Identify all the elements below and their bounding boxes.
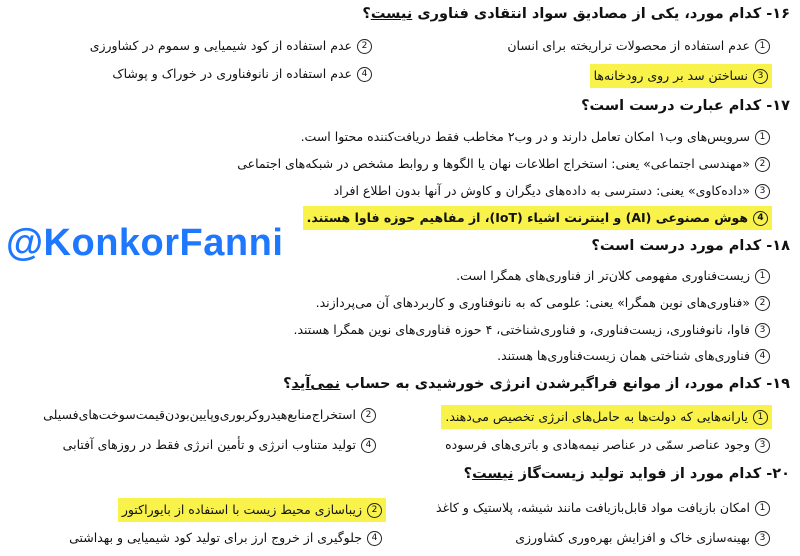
question-18 [591, 238, 790, 254]
option-text: یارانه‌هایی که دولت‌ها به حامل‌های انرژی تخصیص می‌دهند. [445, 409, 748, 424]
highlighted-answer [441, 405, 772, 429]
option-text: عدم استفاده از نانوفناوری در خوراک و پوشاک [112, 66, 352, 81]
option-17-4 [303, 206, 772, 230]
option-18-1 [456, 266, 770, 286]
question-text: کدام مورد، از موانع فراگیرشدن انرژی خورشیدی به حساب [345, 376, 762, 392]
option-marker: 4 [755, 349, 770, 364]
option-20-1 [436, 498, 770, 518]
option-18-2 [316, 293, 770, 313]
option-16-3 [590, 64, 772, 88]
option-marker: 1 [755, 130, 770, 145]
option-marker: 2 [755, 157, 770, 172]
option-20-3 [515, 528, 770, 548]
option-19-3 [445, 435, 770, 455]
option-text: امکان بازیافت مواد قابل‌بازیافت مانند شیشه، پلاستیک و کاغذ [436, 500, 750, 515]
option-marker: 4 [357, 67, 372, 82]
option-18-3 [293, 320, 770, 340]
question-19 [283, 376, 790, 392]
option-text: «داده‌کاوی» یعنی: دسترسی به داده‌های دیگران و کاوش در آنها بدون اطلاع افراد [333, 183, 750, 198]
option-17-2 [237, 154, 770, 174]
option-marker: 1 [755, 269, 770, 284]
option-16-2 [90, 36, 372, 56]
option-text: هوش مصنوعی (AI) و اینترنت اشیاء (IoT)، از مفاهیم حوزه فاوا هستند. [306, 210, 748, 225]
option-marker: 2 [357, 39, 372, 54]
channel-watermark: @KonkorFanni [6, 222, 284, 264]
question-17 [581, 98, 790, 114]
option-marker: 1 [753, 410, 768, 425]
option-text: سرویس‌های وب۱ امکان تعامل دارند و در وب۲ مخاطب فقط دریافت‌کننده محتوا است. [300, 129, 750, 144]
question-text: کدام مورد، یکی از مصادیق سواد انتقادی فناوری [417, 6, 762, 22]
option-text: بهینه‌سازی خاک و افزایش بهره‌وری کشاورزی [515, 530, 750, 545]
option-marker: 2 [361, 408, 376, 423]
option-marker: 4 [367, 531, 382, 546]
option-marker: 3 [755, 323, 770, 338]
option-text: «فناوری‌های نوین همگرا» یعنی: علومی که به نانوفناوری و کاربردهای آن می‌پردازند. [315, 295, 750, 310]
question-underlined: نیست [472, 466, 514, 482]
option-17-1 [301, 127, 770, 147]
option-20-2 [118, 498, 386, 522]
option-text: استخراج‌منابع‌هیدروکربوری‌وپایین‌بودن‌قیمت‌سوخت‌های‌فسیلی [43, 407, 356, 422]
option-marker: 1 [755, 39, 770, 54]
question-underlined: نمی‌آید [291, 376, 341, 392]
question-number: ۱۶- [766, 6, 790, 22]
option-16-4 [112, 64, 372, 84]
option-marker: 2 [367, 503, 382, 518]
question-tail: ؟ [362, 6, 371, 22]
option-marker: 1 [755, 501, 770, 516]
question-underlined: نیست [370, 6, 413, 22]
option-19-1 [441, 405, 772, 429]
question-number: ۱۸- [766, 238, 790, 254]
option-marker: 4 [361, 438, 376, 453]
option-marker: 2 [755, 296, 770, 311]
option-marker: 3 [755, 438, 770, 453]
question-tail: ؟ [283, 376, 292, 392]
option-marker: 3 [755, 184, 770, 199]
question-number: ۱۹- [766, 376, 790, 392]
option-text: «مهندسی اجتماعی» یعنی: استخراج اطلاعات نهان یا الگوها و روابط مشخص در شبکه‌های اجتماعی [237, 156, 750, 171]
option-19-2 [43, 405, 376, 425]
option-text: نساختن سد بر روی رودخانه‌ها [593, 68, 748, 83]
option-marker: 3 [753, 69, 768, 84]
question-20 [464, 466, 790, 482]
option-19-4 [63, 435, 376, 455]
highlighted-answer [118, 498, 386, 522]
option-text: فناوری‌های شناختی همان زیست‌فناوری‌ها هستند. [497, 348, 750, 363]
question-16 [362, 6, 790, 22]
option-marker: 3 [755, 531, 770, 546]
option-text: وجود عناصر سمّی در عناصر نیمه‌هادی و باتری‌های فرسوده [445, 437, 750, 452]
option-text: فاوا، نانوفناوری، زیست‌فناوری، و فناوری‌شناختی، ۴ حوزه فناوری‌های نوین همگرا هستند. [293, 322, 750, 337]
option-text: زیباسازی محیط زیست با استفاده از بایوراکتور [121, 502, 362, 517]
question-tail: ؟ [463, 466, 473, 482]
option-17-3 [334, 181, 770, 201]
highlighted-answer [303, 206, 772, 230]
option-18-4 [497, 346, 770, 366]
option-text: عدم استفاده از محصولات تراریخته برای انسان [507, 38, 750, 53]
option-text: جلوگیری از خروج ارز برای تولید کود شیمیایی و بهداشتی [69, 530, 362, 545]
option-marker: 4 [753, 211, 768, 226]
question-number: ۱۷- [766, 98, 790, 114]
question-number: ۲۰- [766, 466, 790, 482]
option-text: زیست‌فناوری مفهومی کلان‌تر از فناوری‌های همگرا است. [456, 268, 750, 283]
option-text: تولید متناوب انرژی و تأمین انرژی فقط در روزهای آفتابی [62, 437, 356, 452]
question-text: کدام مورد درست است؟ [591, 238, 762, 254]
option-16-1 [507, 36, 770, 56]
question-text: کدام مورد از فواید تولید زیست‌گاز [518, 466, 762, 482]
option-text: عدم استفاده از کود شیمیایی و سموم در کشاورزی [89, 38, 352, 53]
option-20-4 [69, 528, 382, 548]
question-text: کدام عبارت درست است؟ [581, 98, 762, 114]
highlighted-answer [590, 64, 772, 88]
